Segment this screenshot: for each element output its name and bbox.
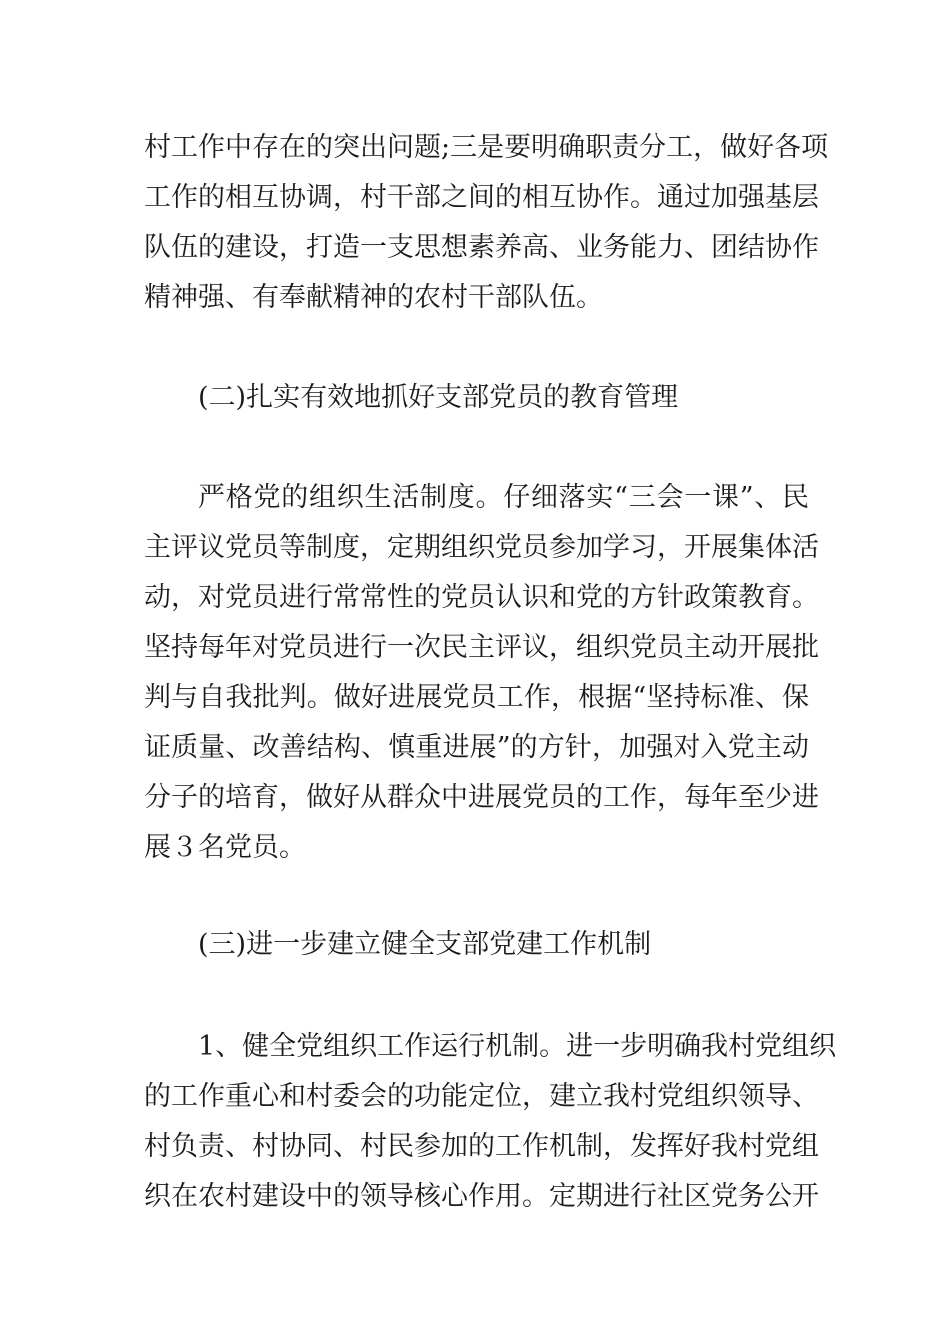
section-heading: (二)扎实有效地抓好支部党员的教育管理 bbox=[198, 382, 679, 413]
paragraph-line: 证质量、改善结构、慎重进展”的方针，加强对入党主动 bbox=[144, 732, 809, 763]
paragraph-line: 的工作重心和村委会的功能定位，建立我村党组织领导、 bbox=[144, 1081, 819, 1112]
paragraph-line: 工作的相互协调，村干部之间的相互协作。通过加强基层 bbox=[144, 182, 819, 213]
paragraph-line: 精神强、有奉献精神的农村干部队伍。 bbox=[144, 282, 603, 313]
paragraph-line: 展３名党员。 bbox=[144, 832, 306, 863]
section-heading-2 bbox=[144, 373, 809, 423]
paragraph-line: 动，对党员进行常常性的党员认识和党的方针政策教育。 bbox=[144, 582, 819, 613]
paragraph-line: 村工作中存在的突出问题;三是要明确职责分工，做好各项 bbox=[144, 132, 829, 163]
section-heading: (三)进一步建立健全支部党建工作机制 bbox=[198, 929, 652, 960]
paragraph-line: 队伍的建设，打造一支思想素养高、业务能力、团结协作 bbox=[144, 232, 819, 263]
paragraph-3 bbox=[144, 1022, 837, 1222]
paragraph-1 bbox=[144, 123, 829, 323]
section-heading-3 bbox=[144, 920, 809, 970]
paragraph-line: 坚持每年对党员进行一次民主评议，组织党员主动开展批 bbox=[144, 632, 819, 663]
paragraph-line: 村负责、村协同、村民参加的工作机制，发挥好我村党组 bbox=[144, 1131, 819, 1162]
paragraph-line: 严格党的组织生活制度。仔细落实“三会一课”、民 bbox=[198, 482, 809, 513]
paragraph-2 bbox=[144, 473, 819, 873]
paragraph-line: 分子的培育，做好从群众中进展党员的工作，每年至少进 bbox=[144, 782, 819, 813]
paragraph-line: 1、健全党组织工作运行机制。进一步明确我村党组织 bbox=[198, 1031, 837, 1062]
paragraph-line: 判与自我批判。做好进展党员工作，根据“坚持标准、保 bbox=[144, 682, 809, 713]
paragraph-line: 主评议党员等制度，定期组织党员参加学习，开展集体活 bbox=[144, 532, 819, 563]
paragraph-line: 织在农村建设中的领导核心作用。定期进行社区党务公开 bbox=[144, 1181, 819, 1212]
